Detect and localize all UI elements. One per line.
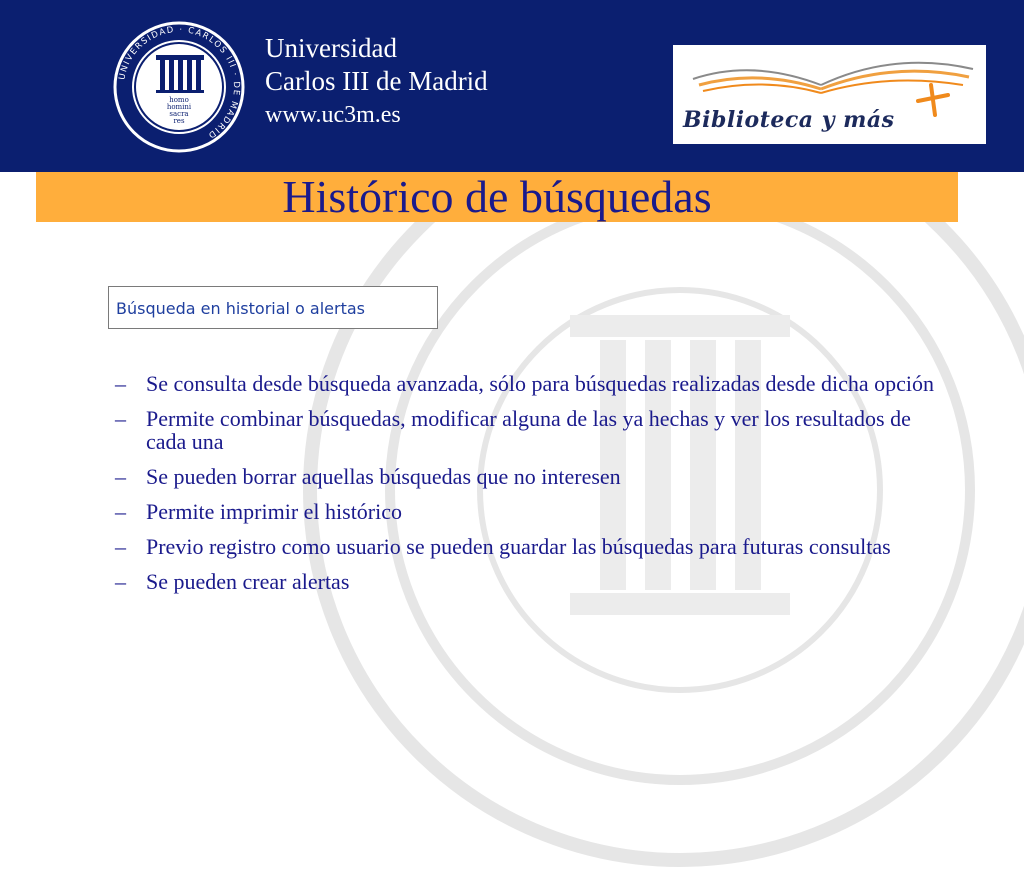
bullet-dash: – (115, 406, 126, 431)
university-url: www.uc3m.es (265, 102, 401, 128)
svg-text:homo: homo (169, 96, 189, 104)
list-item-text: Se pueden borrar aquellas búsquedas que no interesen (146, 464, 621, 489)
svg-text:res: res (173, 117, 185, 125)
list-item-text: Permite imprimir el histórico (146, 499, 403, 524)
list-item-text: Permite combinar búsquedas, modificar alguna de las ya hechas y ver los resultados de cada una (146, 406, 911, 454)
bullet-dash: – (115, 371, 126, 396)
list-item-text: Previo registro como usuario se pueden guardar las búsquedas para futuras consultas (146, 534, 891, 559)
university-name-line2: Carlos III de Madrid (265, 66, 488, 96)
list-item (115, 407, 955, 453)
list-item-text: Se consulta desde búsqueda avanzada, sólo para búsquedas realizadas desde dicha opción (146, 371, 935, 396)
university-seal-icon (112, 20, 246, 154)
page-title: Histórico de búsquedas (282, 171, 712, 222)
title-bar (36, 172, 958, 222)
svg-text:homini: homini (166, 103, 192, 111)
university-name-line1: Universidad (265, 33, 397, 63)
library-logo-text: Biblioteca y más (683, 107, 895, 133)
list-item (115, 535, 955, 558)
list-item (115, 372, 955, 395)
bullet-dash: – (115, 569, 126, 594)
bullet-dash: – (115, 464, 126, 489)
bullet-list (115, 372, 955, 605)
university-name (265, 32, 488, 132)
search-history-alerts-button[interactable] (108, 286, 438, 329)
svg-text:sacra: sacra (169, 110, 189, 118)
svg-text:UNIVERSIDAD · CARLOS III · DE: UNIVERSIDAD · CARLOS III · DE MADRID (117, 24, 242, 141)
list-item (115, 465, 955, 488)
bullet-dash: – (115, 534, 126, 559)
header-banner (0, 0, 1024, 172)
bullet-dash: – (115, 499, 126, 524)
search-history-alerts-label: Búsqueda en historial o alertas (116, 299, 366, 318)
list-item (115, 500, 955, 523)
library-logo (673, 45, 986, 144)
list-item (115, 570, 955, 593)
list-item-text: Se pueden crear alertas (146, 569, 350, 594)
